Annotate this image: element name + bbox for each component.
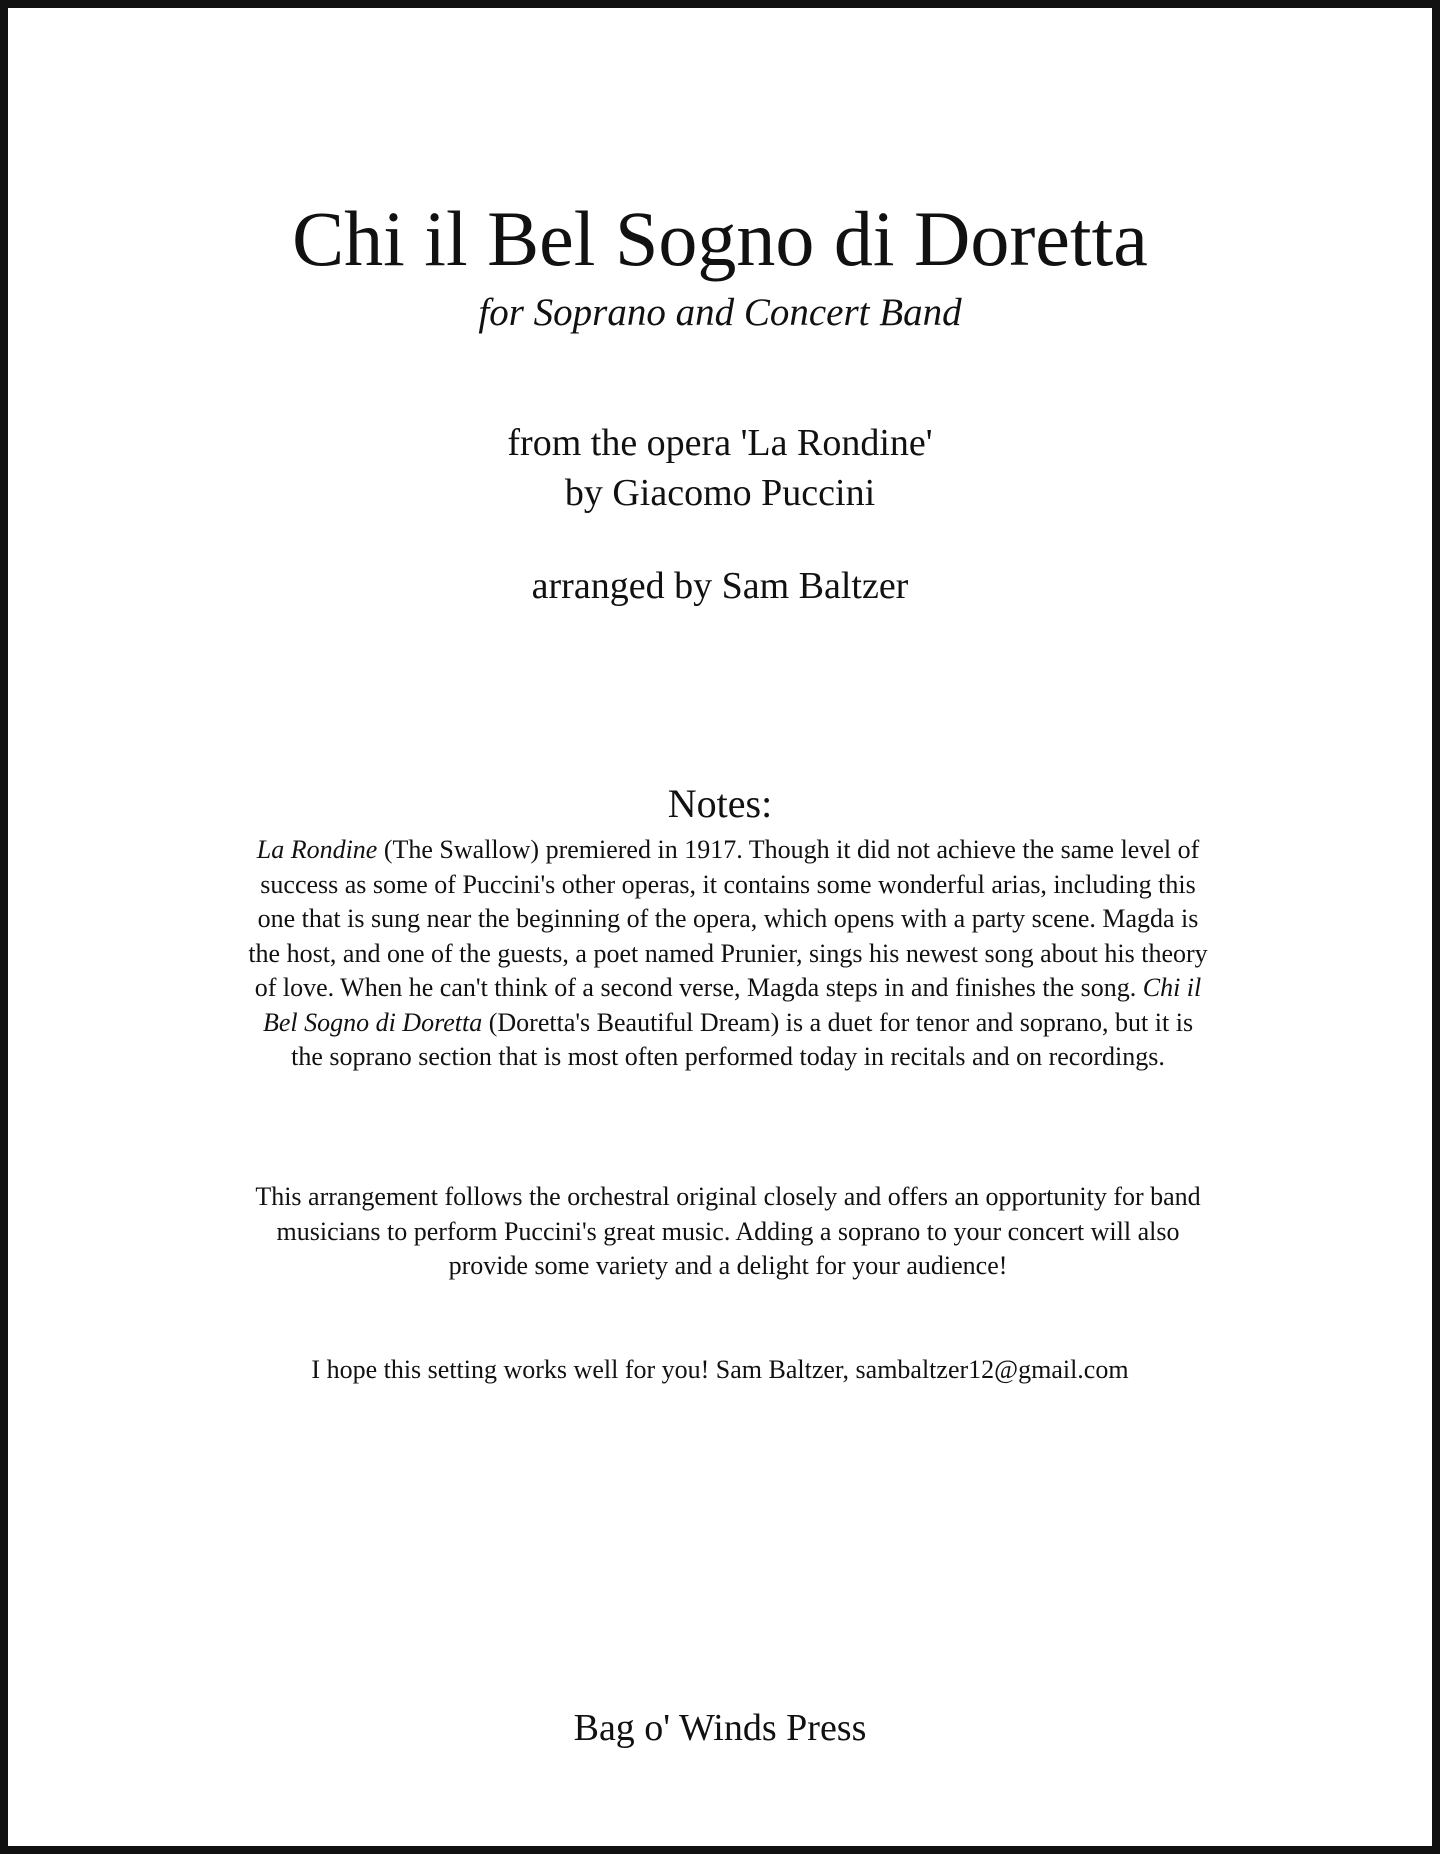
aria-title-italic: Chi il Bel Sogno di Doretta (262, 973, 1202, 1037)
signoff-line: I hope this setting works well for you! Sam Baltzer, sambaltzer12@gmail.com (311, 1355, 1129, 1384)
notes-text: (The Swallow) premiered in 1917. Though it did not achieve the same level of success as some of Puccini's other operas, it contains some wonderful arias, including this one that is sung near the beginning of the opera, which opens with a party scene. Magda is the host, and one of the guests, a poet named Prunier, sings his newest song about his theory of love. When he can't think of a second verse, Magda steps in and finishes the song. (248, 835, 1208, 1002)
page-subtitle: for Soprano and Concert Band (478, 291, 962, 334)
notes-paragraph-arrangement: This arrangement follows the orchestral original closely and offers an opportunity for band musicians to perform Puccini's great music. Adding a soprano to your concert will also provide some variety and a delight for your audience! (255, 1182, 1201, 1280)
notes-text: (Doretta's Beautiful Dream) is a duet for tenor and soprano, but it is the soprano section that is most often performed today in recitals and on recordings. (291, 1007, 1194, 1071)
composer-line: by Giacomo Puccini (564, 472, 876, 514)
opera-title-italic: La Rondine (256, 835, 378, 864)
notes-paragraph-history (248, 833, 1208, 1075)
opera-source-line: from the opera 'La Rondine' (507, 422, 933, 464)
page-title: Chi il Bel Sogno di Doretta (292, 195, 1148, 282)
arranger-line: arranged by Sam Baltzer (531, 565, 909, 607)
source-info (8, 418, 1432, 518)
notes-heading: Notes: (667, 781, 773, 826)
publisher-name: Bag o' Winds Press (573, 1707, 867, 1749)
